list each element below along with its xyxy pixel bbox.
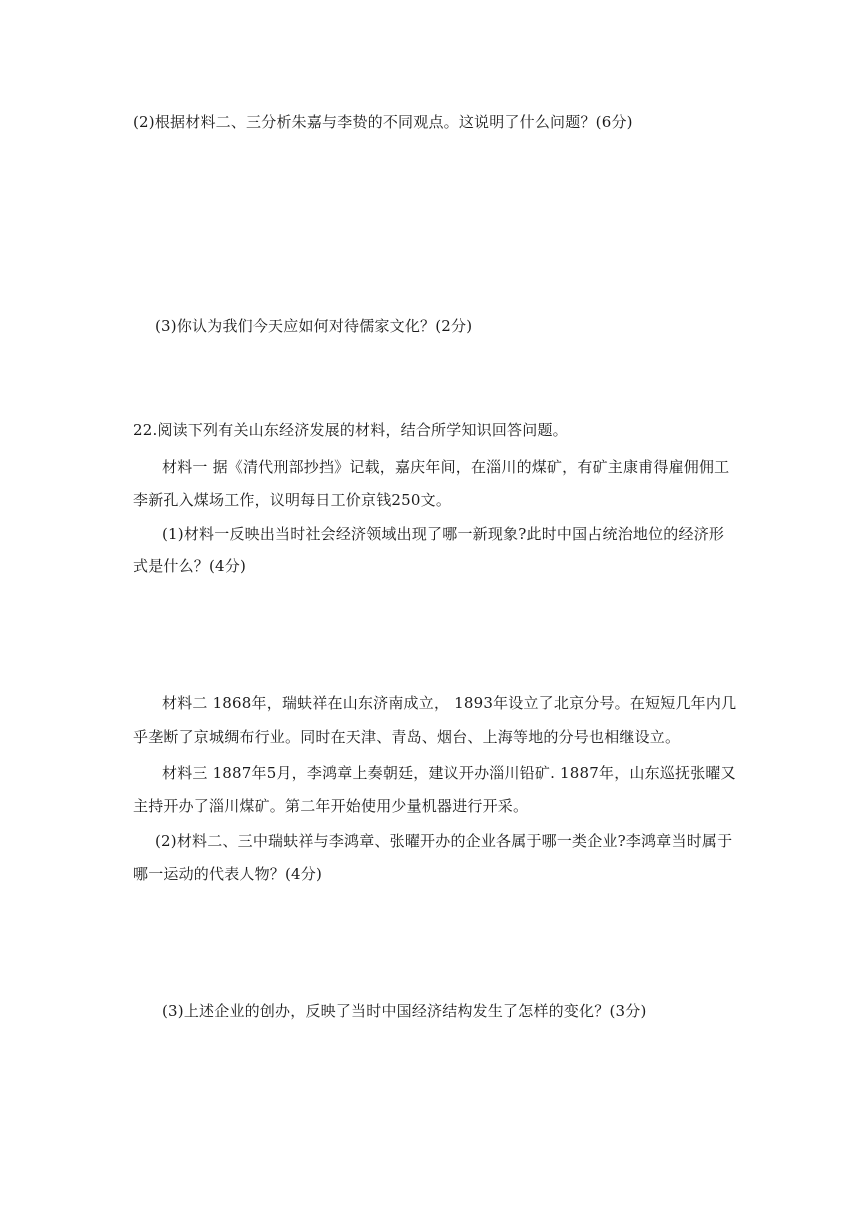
- material-2-line-2: 乎垄断了京城绸布行业。同时在天津、青岛、烟台、上海等地的分号也相继设立。: [133, 728, 681, 746]
- question-21-part-3: (3)你认为我们今天应如何对待儒家文化？(2分): [155, 317, 473, 335]
- material-3-line-1: 材料三 1887年5月，李鸿章上奏朝廷，建议开办淄川铅矿. 1887年，山东巡抚张曜又: [162, 764, 736, 782]
- question-22-stem: 22.阅读下列有关山东经济发展的材料，结合所学知识回答问题。: [133, 421, 568, 439]
- question-22-part-1-line-2: 式是什么？(4分): [133, 557, 247, 575]
- question-22-part-2-line-2: 哪一运动的代表人物？(4分): [133, 865, 323, 883]
- material-3-line-2: 主持开办了淄川煤矿。第二年开始使用少量机器进行开采。: [133, 797, 529, 815]
- question-22-part-3: (3)上述企业的创办，反映了当时中国经济结构发生了怎样的变化？(3分): [162, 1002, 647, 1020]
- question-22-part-2-line-1: (2)材料二、三中瑞蚨祥与李鸿章、张曜开办的企业各属于哪一类企业?李鸿章当时属于: [155, 832, 733, 850]
- material-1-line-2: 李新孔入煤场工作，议明每日工价京钱250文。: [133, 491, 452, 509]
- question-22-part-1-line-1: (1)材料一反映出当时社会经济领域出现了哪一新现象?此时中国占统治地位的经济形: [162, 525, 725, 543]
- material-2-line-1: 材料二 1868年，瑞蚨祥在山东济南成立， 1893年设立了北京分号。在短短几年内几: [162, 694, 737, 712]
- material-1-line-1: 材料一 据《清代刑部抄挡》记载，嘉庆年间，在淄川的煤矿，有矿主康甫得雇佣佣工: [162, 458, 730, 476]
- question-21-part-2: (2)根据材料二、三分析朱嘉与李贽的不同观点。这说明了什么问题？(6分): [133, 113, 633, 131]
